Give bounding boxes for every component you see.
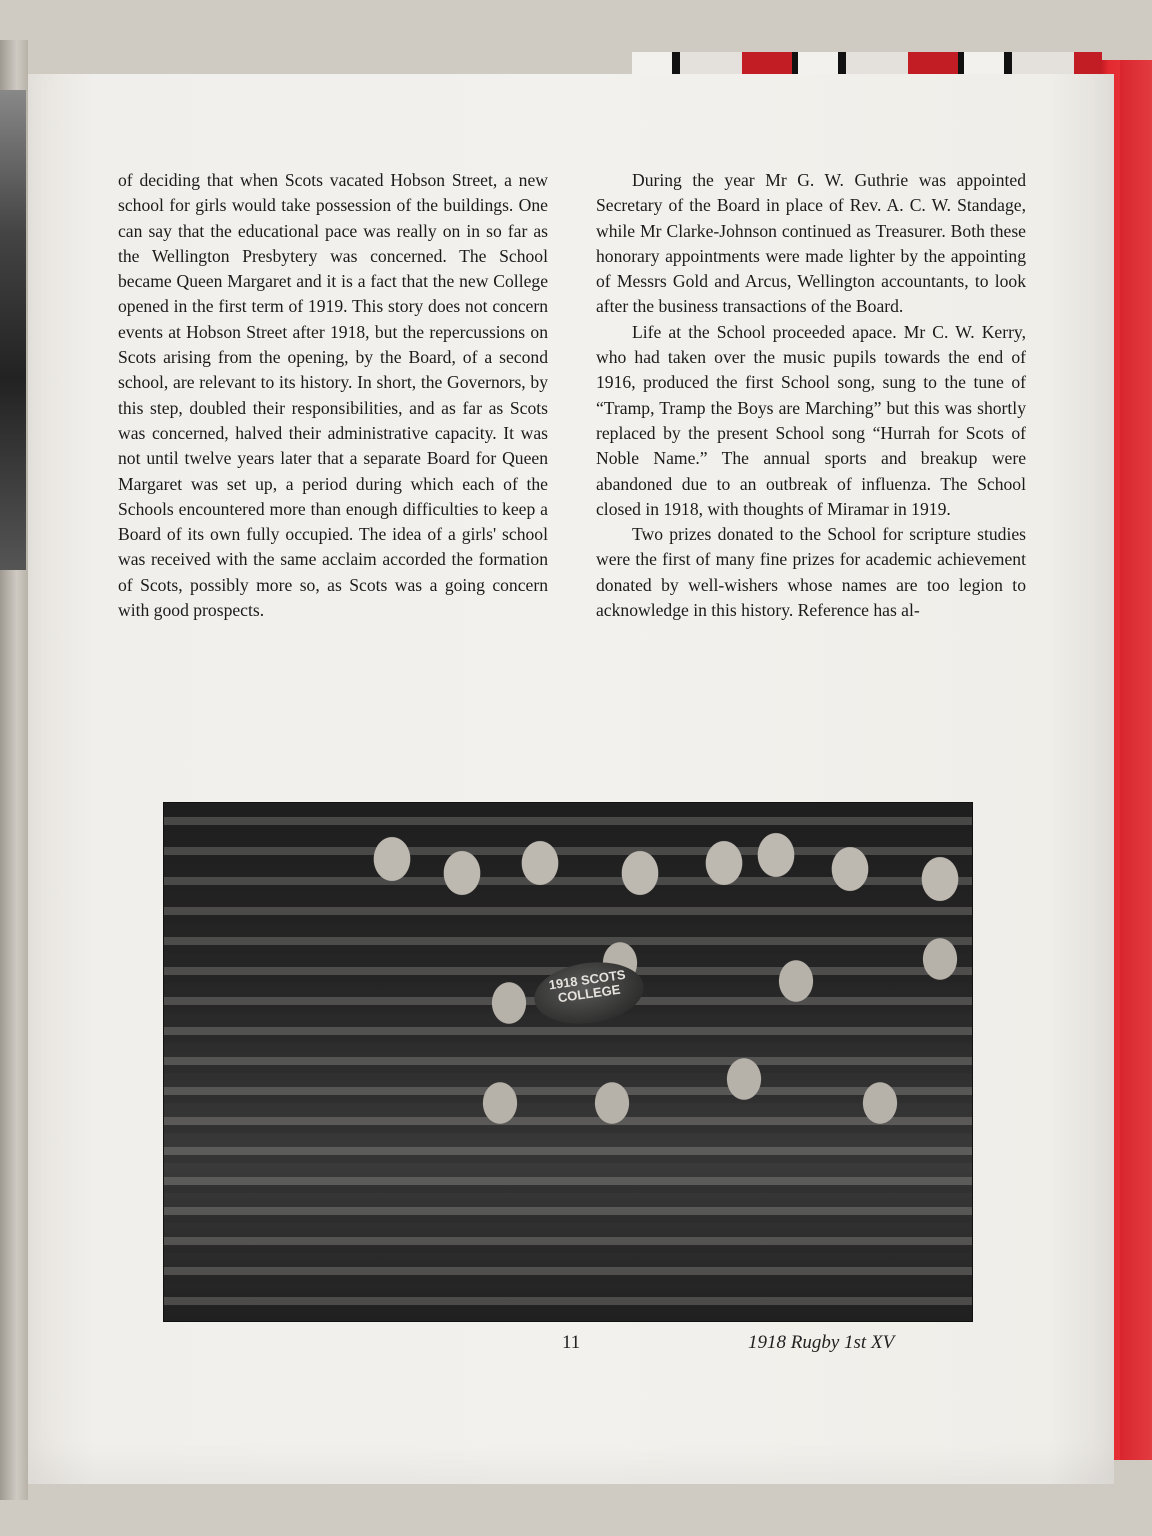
right-text-column [596,168,1026,623]
paragraph: of deciding that when Scots vacated Hobson Street, a new school for girls would take possession of the buildings. One can say that the educational pace was really on in so far as the Wellington Presbytery was concerned. The School became Queen Margaret and it is a fact that the new College opened in the first term of 1919. This story does not concern events at Hobson Street after 1918, but the repercussions on Scots arising from the opening, by the Board, of a second school, are relevant to its history. In short, the Governors, by this step, doubled their responsibilities, and as far as Scots was concerned, halved their administrative capacity. It was not until twelve years later that a separate Board for Queen Margaret was set up, a period during which each of the Schools encountered more than enough difficulties to keep a Board of its own fully occupied. The idea of a girls' school was received with the same acclaim accorded the formation of Scots, possibly more so, as Scots was a going concern with good prospects. [118,170,548,621]
rugby-ball [530,956,647,1031]
paragraph: During the year Mr G. W. Guthrie was appointed Secretary of the Board in place of Rev. A. C. W. Standage, while Mr Clarke-Johnson continued as Treasurer. Both these honorary appointments were made lighter by the appointing of Messrs Gold and Arcus, Wellington accountants, to look after the business transactions of the Board. [596,170,1026,317]
book-cover-spine [1120,60,1152,1460]
left-text-column [118,168,548,623]
bookmark-ribbon [632,52,1102,76]
ball-inscription: 1918 SCOTS COLLEGE [547,966,627,1006]
paragraph: Life at the School proceeded apace. Mr C. W. Kerry, who had taken over the music pupils towards the end of 1916, produced the first School song, sung to the tune of “Tramp, Tramp the Boys are Marching” but this was shortly replaced by the present School song “Hurrah for Scots of Noble Name.” The annual sports and breakup were abandoned due to an outbreak of influenza. The School closed in 1918, with thoughts of Miramar in 1919. [596,321,1026,519]
page-number: 11 [562,1332,581,1353]
photo-caption: 1918 Rugby 1st XV [748,1332,895,1353]
team-photograph [163,802,973,1322]
paragraph: Two prizes donated to the School for scripture studies were the first of many fine prizes for academic achievement donated by well-wishers whose names are too legion to acknowledge in this history. Reference has al- [596,524,1026,621]
adjacent-page-photo [0,90,26,570]
